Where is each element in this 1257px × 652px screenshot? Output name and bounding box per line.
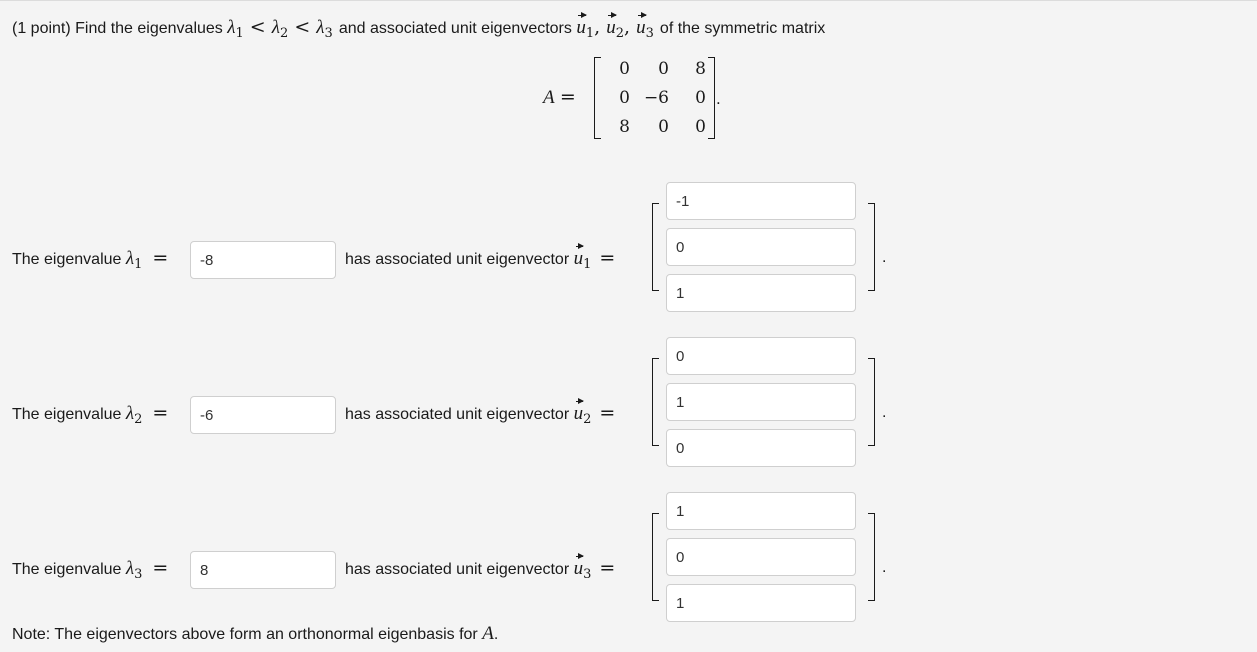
eigenvector-3-component-1-input[interactable]	[666, 492, 856, 530]
eigenvector-1-component-2-input[interactable]	[666, 228, 856, 266]
eigenvector-label: has associated unit eigenvector $u_3$ =	[345, 557, 616, 582]
eigenvalue-label: The eigenvalue $\lambda_1$ =	[12, 247, 169, 272]
eigenvector-label: has associated unit eigenvector $u_2$ =	[345, 402, 616, 427]
eigenvector-label: has associated unit eigenvector $u_1$ =	[345, 247, 616, 272]
eigenvector-list-formula: $u_1$, $u_2$, $u_3$	[576, 16, 654, 41]
matrix-cell: 8	[619, 117, 630, 137]
eigenvector-1-component-1-input[interactable]	[666, 182, 856, 220]
matrix-cell: 0	[619, 88, 630, 108]
row-period: .	[882, 249, 887, 266]
eigenpair-row-1	[0, 181, 1257, 321]
eigenpair-row-3	[0, 491, 1257, 631]
matrix-lhs: A =	[543, 86, 576, 108]
matrix-cell: 0	[695, 117, 706, 137]
eigenvector-2-component-2-input[interactable]	[666, 383, 856, 421]
eigenvector-3-component-3-input[interactable]	[666, 584, 856, 622]
row-period: .	[882, 404, 887, 421]
eigenvector-1-component-3-input[interactable]	[666, 274, 856, 312]
matrix-cell: 0	[658, 59, 669, 79]
eigenvector-2-component-1-input[interactable]	[666, 337, 856, 375]
eigenvalue-label: The eigenvalue $\lambda_3$ =	[12, 557, 169, 582]
matrix-period: .	[716, 89, 721, 108]
problem-statement	[12, 16, 825, 39]
vector-right-bracket	[868, 513, 875, 601]
vector-left-bracket	[652, 513, 659, 601]
intro-and-text: and associated unit eigenvectors	[338, 20, 572, 37]
matrix-cell: 0	[619, 59, 630, 79]
eigenvector-2-component-3-input[interactable]	[666, 429, 856, 467]
matrix-cell: −6	[643, 88, 669, 108]
matrix-cell: 0	[658, 117, 669, 137]
row-period: .	[882, 559, 887, 576]
intro-suffix: of the symmetric matrix	[659, 20, 826, 37]
intro-prefix: (1 point) Find the eigenvalues	[12, 20, 223, 37]
vector-left-bracket	[652, 358, 659, 446]
vector-right-bracket	[868, 358, 875, 446]
eigenvalue-1-input[interactable]	[190, 241, 336, 279]
vector-right-bracket	[868, 203, 875, 291]
matrix-right-bracket	[708, 57, 715, 139]
eigenvalue-3-input[interactable]	[190, 551, 336, 589]
matrix-grid	[594, 57, 715, 139]
eigenpair-row-2	[0, 336, 1257, 476]
vector-left-bracket	[652, 203, 659, 291]
eigenvector-3-component-2-input[interactable]	[666, 538, 856, 576]
eigenvalue-ordering-formula: $\lambda_1 < \lambda_2 < \lambda_3$	[227, 16, 333, 41]
matrix-cell: 8	[695, 59, 706, 79]
eigenvalue-label: The eigenvalue $\lambda_2$ =	[12, 402, 169, 427]
eigenvalue-2-input[interactable]	[190, 396, 336, 434]
note-text: Note: The eigenvectors above form an orthonormal eigenbasis for A.	[12, 623, 499, 644]
matrix-cell: 0	[695, 88, 706, 108]
